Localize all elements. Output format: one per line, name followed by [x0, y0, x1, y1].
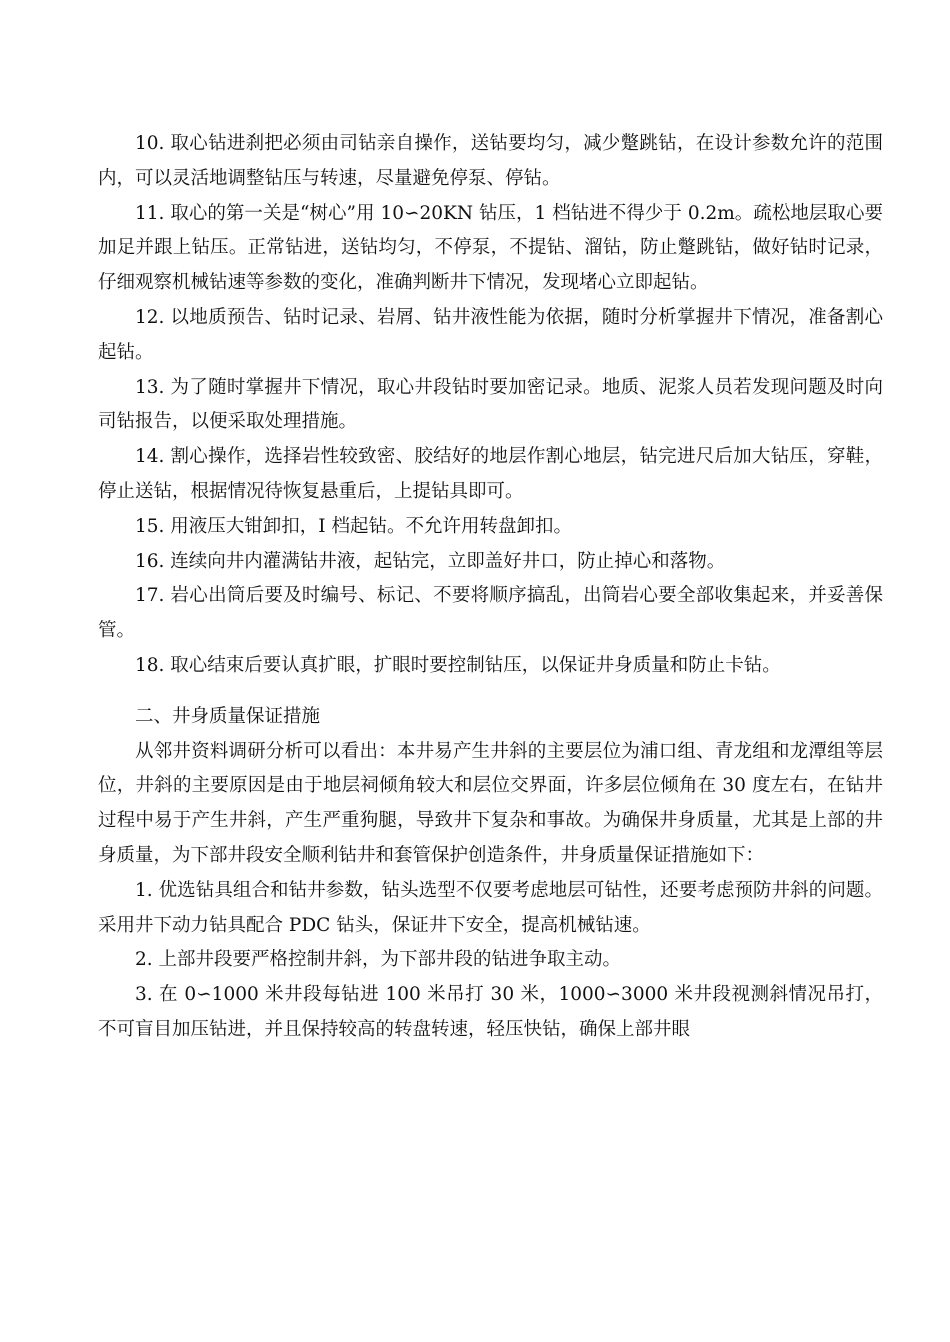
paragraph-item-12: 12. 以地质预告、钻时记录、岩屑、钻井液性能为依据，随时分析掌握井下情况，准备割心起钻。 [98, 306, 883, 363]
measure-item-3: 3. 在 0∽1000 米井段每钻进 100 米吊打 30 米，1000∽3000 米井段视测斜情况吊打，不可盲目加压钻进，并且保持较高的转盘转速，轻压快钻，确保上部井眼 [98, 984, 883, 1040]
paragraph-item-18: 18. 取心结束后要认真扩眼，扩眼时要控制钻压，以保证井身质量和防止卡钻。 [135, 654, 781, 676]
section-intro-paragraph: 从邻井资料调研分析可以看出：本井易产生井斜的主要层位为浦口组、青龙组和龙潭组等层位，井斜的主要原因是由于地层祠倾角较大和层位交界面，许多层位倾角在 30 度左右，在钻井过程中易于产生井斜，产生严重狗腿，导致井下复杂和事故。为确保井身质量，尤其是上部的井身质量，为下部井段安全顺利钻井和套管保护创造条件，井身质量保证措施如下： [98, 740, 883, 866]
paragraph-item-16: 16. 连续向井内灌满钻井液，起钻完，立即盖好井口，防止掉心和落物。 [135, 550, 726, 572]
measure-item-2: 2. 上部井段要严格控制井斜，为下部井段的钻进争取主动。 [135, 949, 622, 971]
paragraph-item-11: 11. 取心的第一关是“树心”用 10∽20KN 钻压，1 档钻进不得少于 0.2m。疏松地层取心要加足并跟上钻压。正常钻进，送钻均匀，不停泵，不提钻、溜钻，防止蹩跳钻，做好钻时记录，仔细观察机械钻速等参数的变化，准确判断井下情况，发现堵心立即起钻。 [98, 202, 883, 294]
paragraph-item-13: 13. 为了随时掌握井下情况，取心井段钻时要加密记录。地质、泥浆人员若发现问题及时向司钻报告，以便采取处理措施。 [98, 376, 883, 433]
paragraph-item-15: 15. 用液压大钳卸扣，I 档起钻。不允许用转盘卸扣。 [135, 515, 572, 537]
paragraph-item-14: 14. 割心操作，选择岩性较致密、胶结好的地层作割心地层，钻完进尺后加大钻压，穿鞋，停止送钻，根据情况待恢复悬重后，上提钻具即可。 [98, 446, 883, 502]
paragraph-item-17: 17. 岩心出筒后要及时编号、标记、不要将顺序搞乱，出筒岩心要全部收集起来，并妥善保管。 [98, 585, 883, 642]
measure-item-1: 1. 优选钻具组合和钻井参数，钻头选型不仅要考虑地层可钻性，还要考虑预防井斜的问题。采用井下动力钻具配合 PDC 钻头，保证井下安全，提高机械钻速。 [98, 879, 883, 936]
paragraph-item-10: 10. 取心钻进刹把必须由司钻亲自操作，送钻要均匀，减少蹩跳钻，在设计参数允许的范围内，可以灵活地调整钻压与转速，尽量避免停泵、停钻。 [98, 133, 883, 189]
document-body [98, 127, 883, 1048]
section-heading: 二、井身质量保证措施 [135, 705, 321, 727]
